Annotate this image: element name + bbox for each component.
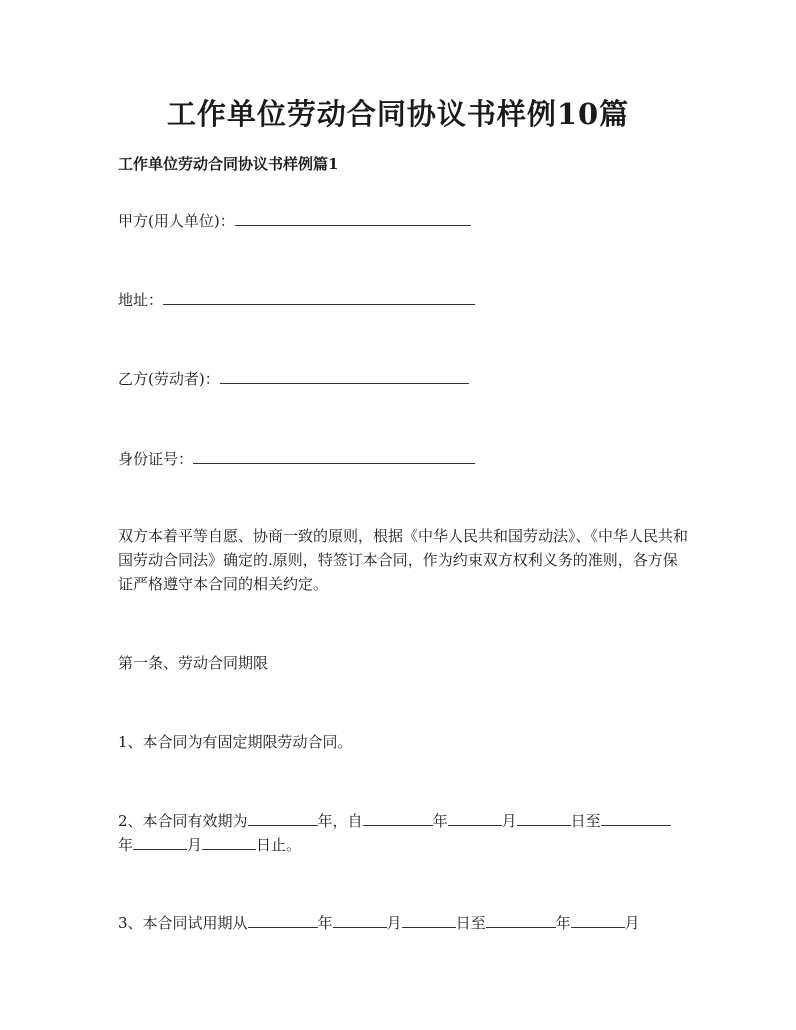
- address-blank[interactable]: [163, 287, 475, 305]
- start-year-blank[interactable]: [363, 808, 433, 826]
- clause-3-line-1: [118, 910, 640, 935]
- clause-2-text: 年: [432, 812, 448, 830]
- id-number-blank[interactable]: [193, 446, 475, 464]
- clause-2-text: 年，自: [317, 812, 363, 830]
- party-a-label: 甲方(用人单位)：: [118, 212, 235, 230]
- probation-start-year-blank[interactable]: [248, 910, 318, 928]
- address-label: 地址：: [118, 291, 164, 309]
- clause-3-text: 年: [317, 914, 333, 932]
- party-b-line: [118, 366, 469, 391]
- id-number-label: 身份证号：: [118, 450, 194, 468]
- clause-3-text: 月: [624, 914, 640, 932]
- clause-3-text: 年: [555, 914, 571, 932]
- clause-2-text: 月: [187, 836, 203, 854]
- clause-1: 1、本合同为有固定期限劳动合同。: [118, 733, 353, 751]
- clause-3-prefix: 3、本合同试用期从: [118, 914, 248, 932]
- section-subtitle: 工作单位劳动合同协议书样例篇1: [118, 155, 339, 173]
- end-month-blank[interactable]: [133, 832, 187, 850]
- probation-start-month-blank[interactable]: [333, 910, 387, 928]
- probation-end-year-blank[interactable]: [486, 910, 556, 928]
- probation-end-month-blank[interactable]: [571, 910, 625, 928]
- party-a-line: [118, 208, 471, 233]
- term-years-blank[interactable]: [248, 808, 318, 826]
- end-year-blank[interactable]: [601, 808, 671, 826]
- party-b-blank[interactable]: [220, 366, 469, 384]
- probation-start-day-blank[interactable]: [402, 910, 456, 928]
- end-day-blank[interactable]: [202, 832, 256, 850]
- clause-2-text: 月: [501, 812, 517, 830]
- clause-2-line-2: [118, 832, 301, 857]
- document-title: 工作单位劳动合同协议书样例10篇: [166, 97, 630, 131]
- clause-2-text: 日至: [570, 812, 601, 830]
- clause-2-line-1: [118, 808, 671, 833]
- start-day-blank[interactable]: [517, 808, 571, 826]
- clause-3-text: 月: [386, 914, 402, 932]
- preamble-paragraph: 双方本着平等自愿、协商一致的原则，根据《中华人民共和国劳动法》、《中华人民共和国劳动合同法》确定的.原则，特签订本合同，作为约束双方权利义务的准则，各方保证严格遵守本合同的相关约定。: [118, 527, 689, 593]
- clause-2-text: 日止。: [256, 836, 302, 854]
- clause-2-text: 年: [118, 836, 134, 854]
- party-b-label: 乙方(劳动者)：: [118, 370, 220, 388]
- party-a-blank[interactable]: [235, 208, 471, 226]
- article-1-heading: 第一条、劳动合同期限: [118, 654, 269, 672]
- id-number-line: [118, 446, 475, 471]
- address-line: [118, 287, 475, 312]
- clause-2-prefix: 2、本合同有效期为: [118, 812, 248, 830]
- start-month-blank[interactable]: [448, 808, 502, 826]
- clause-3-text: 日至: [455, 914, 486, 932]
